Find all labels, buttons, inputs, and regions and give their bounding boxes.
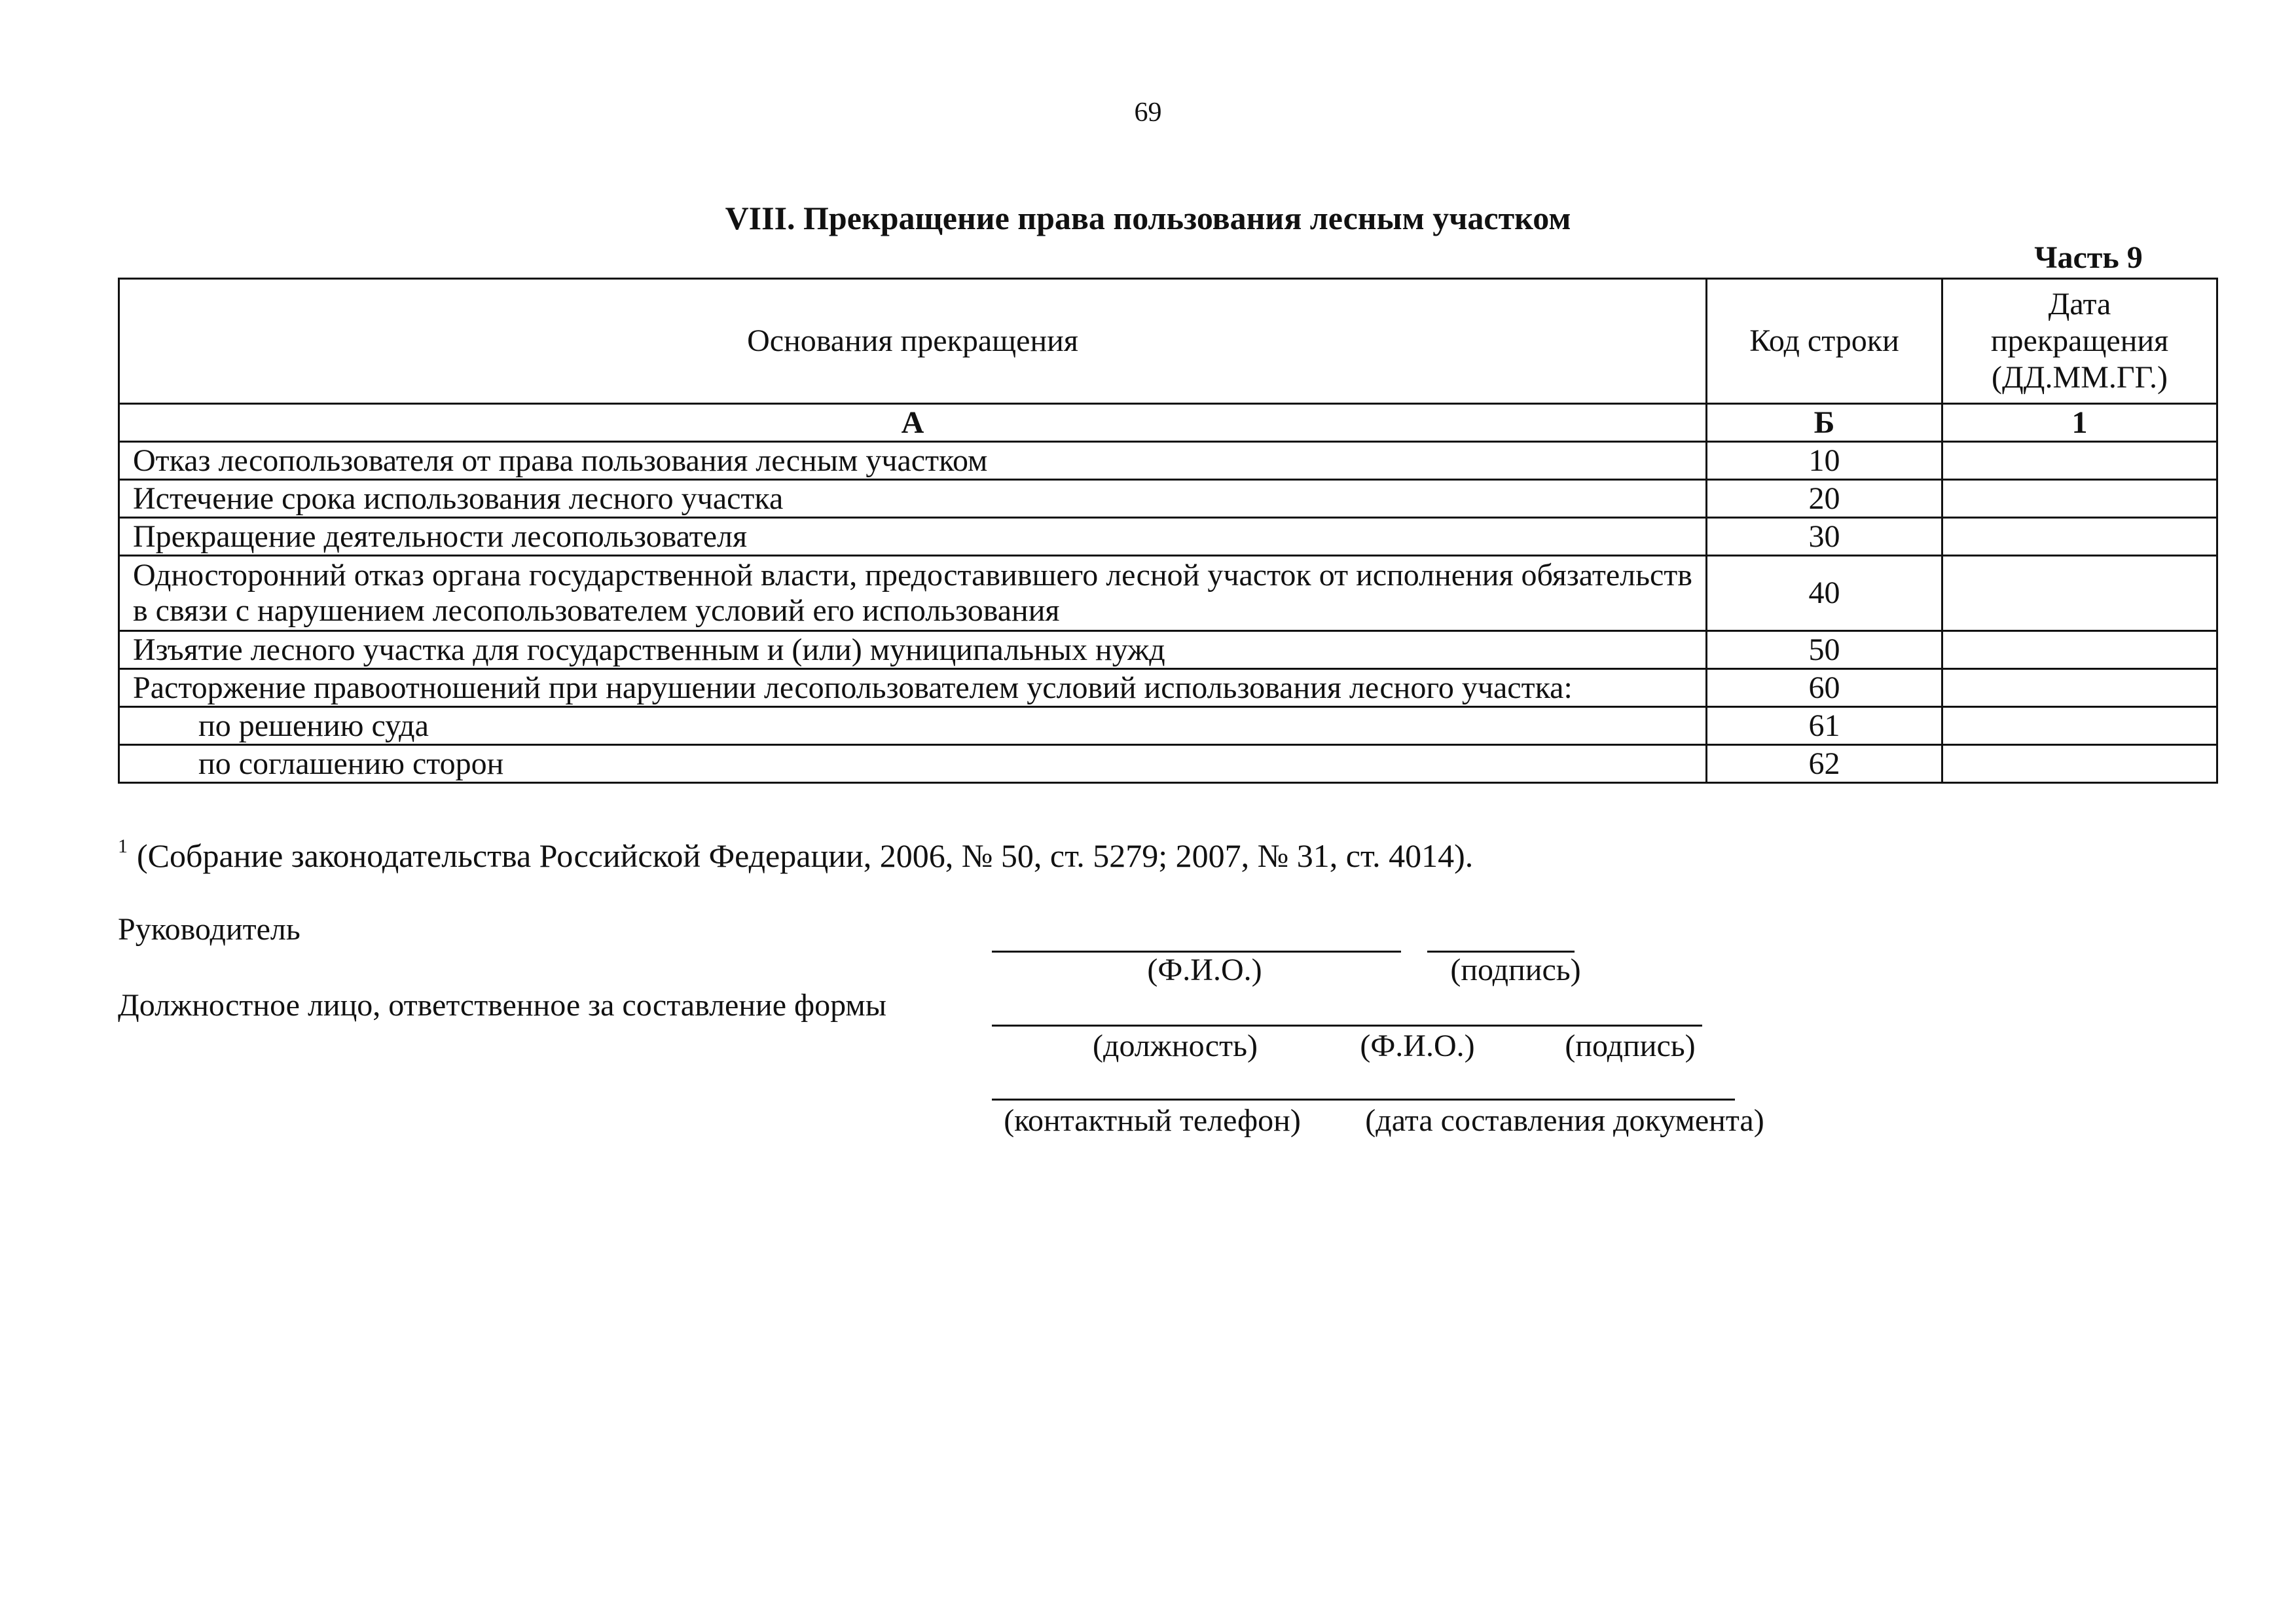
head-fio-caption: (Ф.И.О.): [1147, 953, 1262, 987]
row-date-cell[interactable]: [1942, 442, 2217, 480]
table-row: [119, 442, 2217, 480]
termination-table: [118, 278, 2218, 784]
header-date: [1942, 279, 2217, 404]
row-code: 30: [1707, 518, 1942, 556]
contact-line[interactable]: [992, 1099, 1735, 1101]
row-code: 40: [1707, 556, 1942, 631]
row-date-cell[interactable]: [1942, 556, 2217, 631]
header-reason: Основания прекращения: [119, 279, 1707, 404]
row-reason: Отказ лесопользователя от права пользования лесным участком: [119, 442, 1707, 480]
head-signature-caption: (подпись): [1450, 953, 1581, 987]
head-label: Руководитель: [118, 912, 301, 947]
table-row: [119, 669, 2217, 707]
official-fio-caption: (Ф.И.О.): [1360, 1029, 1475, 1063]
contact-phone-caption: (контактный телефон): [1004, 1103, 1301, 1138]
row-date-cell[interactable]: [1942, 631, 2217, 669]
official-line[interactable]: [992, 1025, 1702, 1027]
row-code: 61: [1707, 707, 1942, 745]
footnote-text: (Собрание законодательства Российской Федерации, 2006, № 50, ст. 5279; 2007, № 31, ст. 4014).: [137, 837, 1474, 874]
row-code: 20: [1707, 480, 1942, 518]
row-reason: Изъятие лесного участка для государственным и (или) муниципальных нужд: [119, 631, 1707, 669]
official-label: Должностное лицо, ответственное за составление формы: [118, 988, 887, 1023]
row-date-cell[interactable]: [1942, 518, 2217, 556]
column-letter: А: [119, 404, 1707, 442]
row-date-cell[interactable]: [1942, 480, 2217, 518]
page-number: 69: [1134, 98, 1162, 128]
header-date-line: Дата: [2048, 287, 2111, 321]
section-title: VIII. Прекращение права пользования лесным участком: [725, 200, 1571, 236]
row-reason: по решению суда: [119, 707, 1707, 745]
official-position-caption: (должность): [1093, 1029, 1258, 1063]
doc-date-caption: (дата составления документа): [1365, 1103, 1764, 1138]
official-signature-caption: (подпись): [1565, 1029, 1696, 1063]
table-row: [119, 631, 2217, 669]
part-label: Часть 9: [2034, 240, 2143, 275]
table-row: [119, 480, 2217, 518]
header-date-line: (ДД.ММ.ГГ.): [1992, 360, 2168, 395]
row-date-cell[interactable]: [1942, 707, 2217, 745]
row-code: 62: [1707, 745, 1942, 783]
table-row: [119, 745, 2217, 783]
table-row: [119, 707, 2217, 745]
row-code: 10: [1707, 442, 1942, 480]
row-code: 50: [1707, 631, 1942, 669]
header-date-line: прекращения: [1990, 323, 2169, 358]
table-row: [119, 518, 2217, 556]
row-code: 60: [1707, 669, 1942, 707]
header-code: Код строки: [1707, 279, 1942, 404]
row-reason: Истечение срока использования лесного участка: [119, 480, 1707, 518]
table-row: [119, 556, 2217, 631]
table-header-row: [119, 279, 2217, 404]
row-reason: Прекращение деятельности лесопользователя: [119, 518, 1707, 556]
column-letters-row: [119, 404, 2217, 442]
footnote-mark: 1: [118, 835, 128, 857]
row-reason: Односторонний отказ органа государственной власти, предоставившего лесной участок от исполнения обязательств в связи с нарушением лесопользователем условий его использования: [119, 556, 1707, 631]
column-letter: Б: [1707, 404, 1942, 442]
row-date-cell[interactable]: [1942, 669, 2217, 707]
column-letter: 1: [1942, 404, 2217, 442]
footnote: [118, 835, 1473, 875]
row-reason: по соглашению сторон: [119, 745, 1707, 783]
row-date-cell[interactable]: [1942, 745, 2217, 783]
row-reason: Расторжение правоотношений при нарушении лесопользователем условий использования лесного участка:: [119, 669, 1707, 707]
